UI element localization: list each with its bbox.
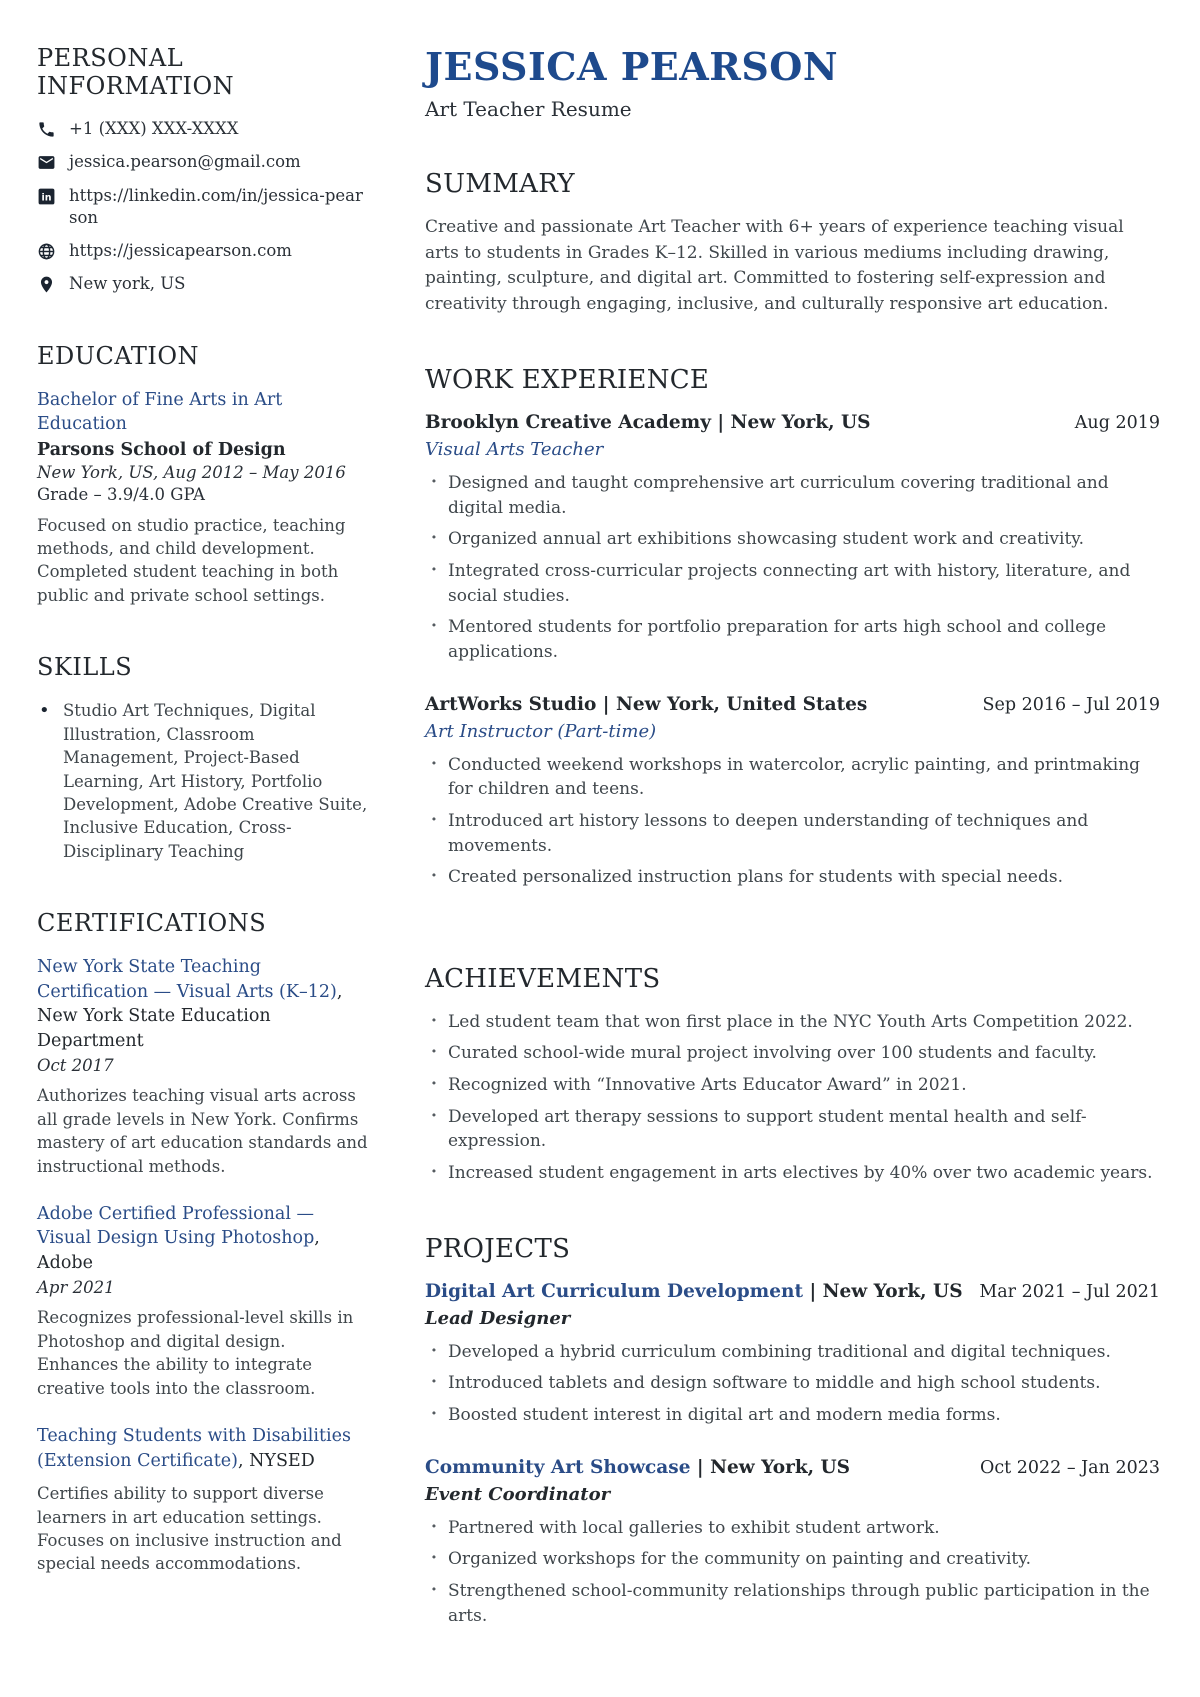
achievements-list (425, 1010, 1160, 1186)
contact-email-text[interactable]: jessica.pearson@gmail.com (69, 152, 301, 172)
certifications-heading: CERTIFICATIONS (37, 909, 267, 938)
resume-header (425, 44, 1160, 121)
certification-item (37, 1424, 369, 1576)
project-dates: Mar 2021 – Jul 2021 (979, 1281, 1160, 1302)
certification-issuer: , NYSED (237, 1450, 315, 1471)
personal-info-heading: PERSONAL INFORMATION (37, 44, 235, 100)
project-bullet: · Introduced tablets and design software to middle and high school students. (425, 1371, 1160, 1396)
job-bullet: · Designed and taught comprehensive art curriculum covering traditional and digital media. (425, 471, 1160, 520)
project-entry (425, 1280, 1160, 1428)
contact-website (37, 240, 369, 262)
contact-linkedin (37, 185, 369, 230)
certification-date: Apr 2021 (37, 1278, 115, 1298)
linkedin-icon (37, 185, 57, 206)
job-title: Visual Arts Teacher (425, 439, 604, 461)
svg-text:in: in (41, 191, 52, 203)
sidebar (37, 44, 369, 1635)
contact-location-text: New york, US (69, 274, 186, 294)
project-role: Event Coordinator (425, 1483, 611, 1505)
education-degree-link[interactable]: Bachelor of Fine Arts in Art Education (37, 389, 283, 435)
certification-item (37, 955, 369, 1178)
certification-date: Oct 2017 (37, 1056, 114, 1076)
job-bullet-list (425, 753, 1160, 890)
achievement-bullet: · Led student team that won first place in the NYC Youth Arts Competition 2022. (425, 1010, 1160, 1035)
job-entry (425, 411, 1160, 665)
project-bullet: · Organized workshops for the community on painting and creativity. (425, 1547, 1160, 1572)
project-bullet: · Developed a hybrid curriculum combining traditional and digital techniques. (425, 1340, 1160, 1365)
achievements-heading: ACHIEVEMENTS (425, 963, 661, 994)
certification-item (37, 1202, 369, 1400)
achievements-section (425, 964, 1160, 1186)
job-bullet: · Integrated cross-curricular projects connecting art with history, literature, and social studies. (425, 559, 1160, 608)
certification-description: Recognizes professional-level skills in Photoshop and digital design. Enhances the ability to integrate creative tools into the classroom. (37, 1308, 354, 1398)
phone-icon (37, 118, 57, 139)
project-name-link[interactable]: Digital Art Curriculum Development (425, 1280, 804, 1302)
job-bullet: · Mentored students for portfolio preparation for arts high school and college applications. (425, 615, 1160, 664)
summary-section (425, 169, 1160, 317)
education-heading: EDUCATION (37, 341, 200, 370)
projects-heading: PROJECTS (425, 1233, 571, 1264)
main-column (425, 44, 1160, 1635)
job-company: Brooklyn Creative Academy | New York, US (425, 412, 871, 433)
skills-heading: SKILLS (37, 653, 133, 682)
job-bullet-list (425, 471, 1160, 664)
certification-title-link[interactable]: Teaching Students with Disabilities (Extension Certificate) (37, 1426, 351, 1471)
summary-text: Creative and passionate Art Teacher with 6+ years of experience teaching visual arts to students in Grades K–12. Skilled in various mediums including drawing, painting, sculpture, and digital art. Committed to fostering self-expression and creativity through engaging, inclusive, and culturally responsive art education. (425, 217, 1124, 314)
job-bullet: · Conducted weekend workshops in watercolor, acrylic painting, and printmaking for children and teens. (425, 753, 1160, 802)
achievement-bullet: · Increased student engagement in arts electives by 40% over two academic years. (425, 1161, 1160, 1186)
project-entry (425, 1456, 1160, 1629)
email-icon (37, 151, 57, 172)
candidate-name: JESSICA PEARSON (425, 44, 839, 89)
project-bullet: · Boosted student interest in digital art and modern media forms. (425, 1403, 1160, 1428)
job-entry (425, 693, 1160, 890)
job-bullet: · Introduced art history lessons to deepen understanding of techniques and movements. (425, 809, 1160, 858)
job-title: Art Instructor (Part-time) (425, 720, 657, 742)
project-name-link[interactable]: Community Art Showcase (425, 1456, 691, 1478)
work-experience-section (425, 365, 1160, 890)
skills-list (37, 699, 369, 863)
job-dates: Aug 2019 (1074, 413, 1160, 433)
job-bullet: · Created personalized instruction plans for students with special needs. (425, 865, 1160, 890)
personal-info-section (37, 44, 369, 296)
job-dates: Sep 2016 – Jul 2019 (982, 694, 1160, 715)
skills-section (37, 653, 369, 863)
education-description: Focused on studio practice, teaching methods, and child development. Completed student teaching in both public and private school settings. (37, 515, 346, 605)
education-school: Parsons School of Design (37, 439, 286, 460)
work-experience-heading: WORK EXPERIENCE (425, 365, 710, 395)
summary-heading: SUMMARY (425, 169, 575, 199)
project-bullet-list (425, 1516, 1160, 1629)
education-section (37, 342, 369, 608)
project-dates: Oct 2022 – Jan 2023 (980, 1457, 1160, 1478)
achievement-bullet: · Developed art therapy sessions to support student mental health and self-expression. (425, 1105, 1160, 1154)
job-bullet: · Organized annual art exhibitions showcasing student work and creativity. (425, 527, 1160, 552)
contact-location (37, 273, 369, 295)
project-bullet-list (425, 1340, 1160, 1428)
certification-description: Authorizes teaching visual arts across all grade levels in New York. Confirms mastery of art education standards and instructional methods. (37, 1086, 368, 1176)
education-grade: Grade – 3.9/4.0 GPA (37, 484, 205, 504)
globe-icon (37, 240, 57, 261)
certification-description: Certifies ability to support diverse learners in art education settings. Focuses on inclusive instruction and special needs accommodations. (37, 1484, 342, 1574)
contact-phone (37, 118, 369, 140)
project-location: | New York, US (803, 1280, 963, 1302)
job-company: ArtWorks Studio | New York, United States (425, 693, 868, 715)
certification-title-link[interactable]: Adobe Certified Professional — Visual Design Using Photoshop (37, 1203, 315, 1249)
certification-issuer: , New York State Education Department (37, 981, 343, 1051)
achievement-bullet: · Curated school-wide mural project involving over 100 students and faculty. (425, 1041, 1160, 1066)
education-dates: New York, US, Aug 2012 – May 2016 (37, 462, 346, 482)
contact-linkedin-text[interactable]: https://linkedin.com/in/jessica-pearson (69, 185, 363, 227)
certification-issuer: , Adobe (37, 1228, 320, 1273)
projects-section (425, 1234, 1160, 1629)
location-pin-icon (37, 273, 57, 294)
project-role: Lead Designer (425, 1307, 571, 1329)
resume-subtitle: Art Teacher Resume (425, 97, 632, 121)
contact-website-text[interactable]: https://jessicapearson.com (69, 241, 292, 261)
certification-title-link[interactable]: New York State Teaching Certification — Visual Arts (K–12) (37, 957, 337, 1002)
project-bullet: · Strengthened school-community relationships through public participation in the arts. (425, 1579, 1160, 1628)
contact-email (37, 151, 369, 173)
contact-phone-text: +1 (XXX) XXX-XXXX (69, 119, 239, 138)
skills-item: • Studio Art Techniques, Digital Illustration, Classroom Management, Project-Based Learning, Art History, Portfolio Development, Adobe Creative Suite, Inclusive Education, Cross-Disciplinary Teaching (37, 699, 369, 863)
project-location: | New York, US (690, 1456, 851, 1478)
certifications-section (37, 909, 369, 1576)
project-bullet: · Partnered with local galleries to exhibit student artwork. (425, 1516, 1160, 1541)
achievement-bullet: · Recognized with “Innovative Arts Educator Award” in 2021. (425, 1073, 1160, 1098)
